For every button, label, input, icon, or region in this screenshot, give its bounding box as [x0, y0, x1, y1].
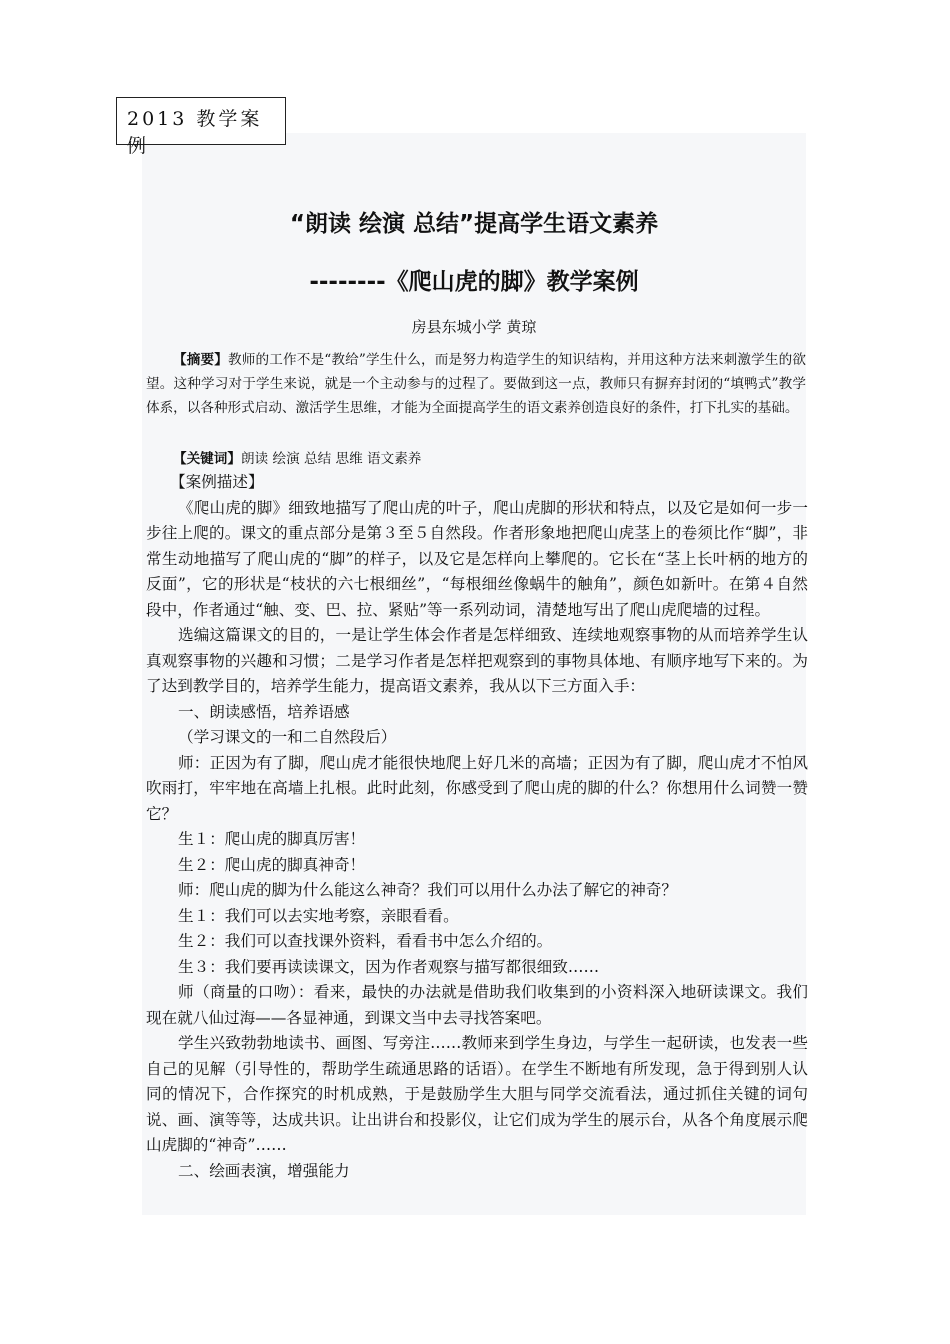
- abstract-text: 教师的工作不是“教给”学生什么，而是努力构造学生的知识结构，并用这种方法来刺激学生的欲望。这种学习对于学生来说，就是一个主动参与的过程了。要做到这一点，教师只有摒弃封闭的“填鸭式”教学体系，以各种形式启动、激活学生思维，才能为全面提高学生的语文素养创造良好的条件，打下扎实的基础。: [146, 352, 807, 416]
- paragraph: 《爬山虎的脚》细致地描写了爬山虎的叶子，爬山虎脚的形状和特点，以及它是如何一步一步往上爬的。课文的重点部分是第３至５自然段。作者形象地把爬山虎茎上的卷须比作“脚”，非常生动地描写了爬山虎的“脚”的样子，以及它是怎样向上攀爬的。它长在“茎上长叶柄的地方的反面”，它的形状是“枝状的六七根细丝”，“每根细丝像蜗牛的触角”，颜色如新叶。在第４自然段中，作者通过“触、变、巴、拉、紧贴”等一系列动词，清楚地写出了爬山虎爬墙的过程。: [146, 498, 808, 619]
- section-heading: 一、朗读感悟，培养语感: [178, 702, 350, 721]
- article-body: [146, 470, 808, 1184]
- dialogue-line: 生２：我们可以查找课外资料，看看书中怎么介绍的。: [178, 932, 553, 950]
- paragraph: 学生兴致勃勃地读书、画图、写旁注……教师来到学生身边，与学生一起研读，也发表一些自己的见解（引导性的，帮助学生疏通思路的话语）。在学生不断地有所发现，急于得到别人认同的情况下，合作探究的时机成熟，于是鼓励学生大胆与同学交流看法，通过抓住关键的词句说、画、演等等，达成共识。让出讲台和投影仪，让它们成为学生的展示台，从各个角度展示爬山虎脚的“神奇”……: [146, 1034, 808, 1154]
- paragraph: 选编这篇课文的目的，一是让学生体会作者是怎样细致、连续地观察事物的从而培养学生认真观察事物的兴趣和习惯；二是学习作者是怎样把观察到的事物具体地、有顺序地写下来的。为了达到教学目的，培养学生能力，提高语文素养，我从以下三方面入手：: [146, 626, 808, 695]
- page-subtitle: --------《爬山虎的脚》教学案例: [309, 269, 639, 295]
- dialogue-line: 生１：爬山虎的脚真厉害！: [178, 830, 366, 848]
- dialogue-line: 师（商量的口吻）：看来，最快的办法就是借助我们收集到的小资料深入地研读课文。我们现在就八仙过海——各显神通，到课文当中去寻找答案吧。: [146, 983, 808, 1027]
- abstract: [146, 348, 806, 420]
- dialogue-line: 生２：爬山虎的脚真神奇！: [178, 855, 366, 874]
- abstract-label: 【摘要】: [173, 352, 229, 368]
- case-label-line2: 例: [127, 135, 147, 157]
- keywords: [146, 447, 806, 471]
- section-heading: 二、绘画表演，增强能力: [178, 1161, 350, 1180]
- paragraph: （学习课文的一和二自然段后）: [178, 728, 397, 746]
- keywords-text: 朗读 绘演 总结 思维 语文素养: [240, 451, 422, 467]
- author-line: 房县东城小学 黄琼: [411, 318, 537, 336]
- dialogue-line: 师：爬山虎的脚为什么能这么神奇？我们可以用什么办法了解它的神奇？: [178, 881, 678, 899]
- case-label-box: [116, 97, 286, 157]
- case-label-line1: 2013 教学案: [127, 108, 263, 130]
- dialogue-line: 生３：我们要再读读课文，因为作者观察与描写都很细致……: [178, 957, 600, 976]
- case-description-heading: 【案例描述】: [170, 473, 264, 491]
- dialogue-line: 生１：我们可以去实地考察，亲眼看看。: [178, 906, 459, 925]
- page-title: “朗读 绘演 总结”提高学生语文素养: [289, 211, 659, 237]
- keywords-label: 【关键词】: [173, 451, 241, 467]
- dialogue-line: 师：正因为有了脚，爬山虎才能很快地爬上好几米的高墙；正因为有了脚，爬山虎才不怕风吹雨打，牢牢地在高墙上扎根。此时此刻，你感受到了爬山虎的脚的什么？你想用什么词赞一赞它？: [146, 753, 808, 823]
